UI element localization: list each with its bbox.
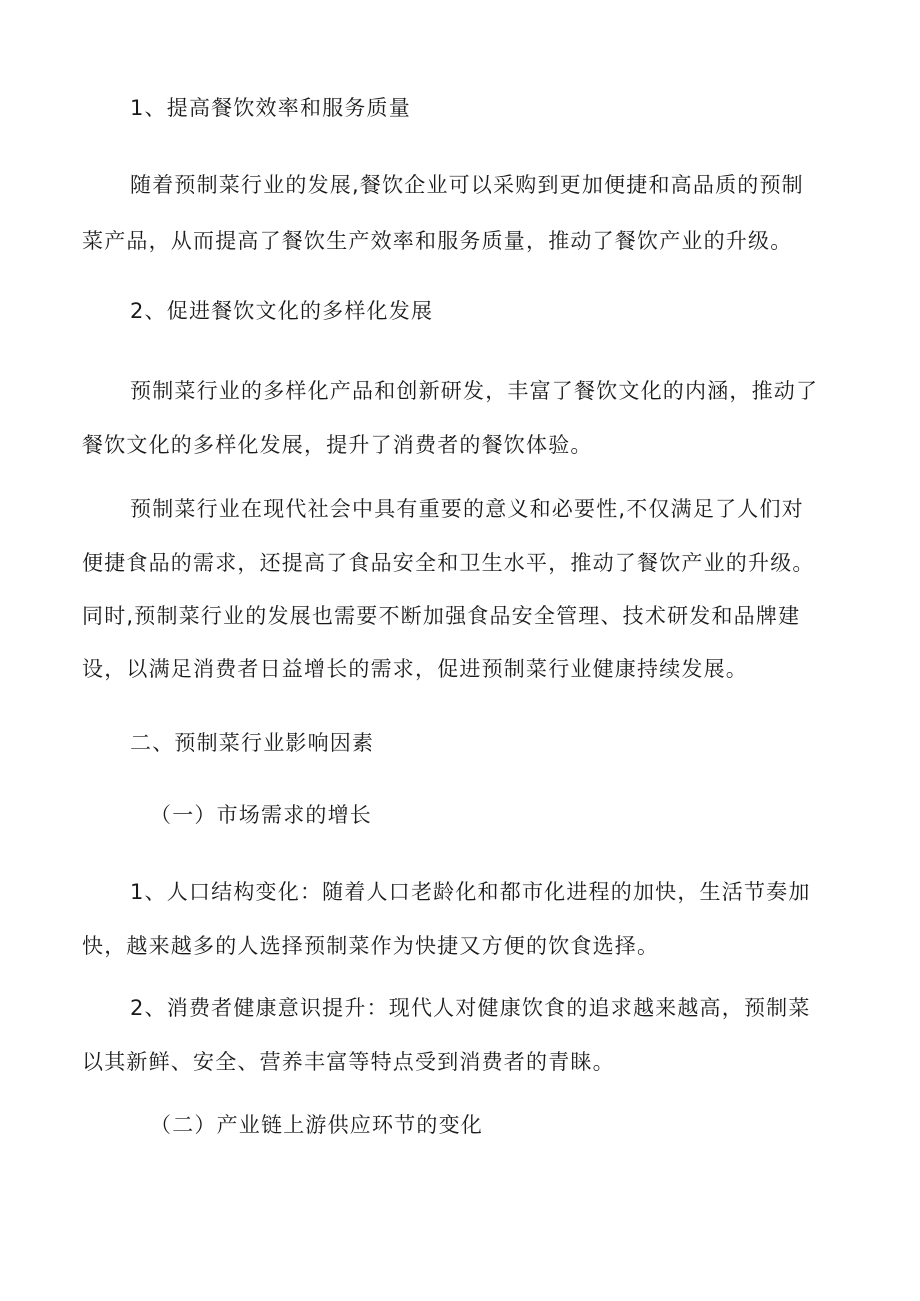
heading-improve-efficiency: 1、提高餐饮效率和服务质量 [130,96,411,120]
subsection-title: （一）市场需求的增长 [150,803,372,827]
list-item-line: 1、人口结构变化：随着人口老龄化和都市化进程的加快，生活节奏加 [130,880,811,904]
list-item-line: 2、消费者健康意识提升：现代人对健康饮食的追求越来越高，预制菜 [130,996,811,1020]
list-item-line: 快，越来越多的人选择预制菜作为快捷又方便的饮食选择。 [82,934,660,958]
paragraph-line: 同时,预制菜行业的发展也需要不断加强食品安全管理、技术研发和品牌建 [82,604,801,628]
paragraph-line: 随着预制菜行业的发展,餐饮企业可以采购到更加便捷和高品质的预制 [130,173,804,197]
paragraph-line: 预制菜行业的多样化产品和创新研发，丰富了餐饮文化的内涵，推动了 [130,379,819,403]
paragraph-line: 设，以满足消费者日益增长的需求，促进预制菜行业健康持续发展。 [82,657,748,681]
paragraph-line: 菜产品，从而提高了餐饮生产效率和服务质量，推动了餐饮产业的升级。 [82,229,793,253]
paragraph-line: 便捷食品的需求，还提高了食品安全和卫生水平，推动了餐饮产业的升级。 [82,551,815,575]
heading-diversify-culture: 2、促进餐饮文化的多样化发展 [130,299,434,323]
list-item-line: 以其新鲜、安全、营养丰富等特点受到消费者的青睐。 [82,1050,615,1074]
section-title: 二、预制菜行业影响因素 [130,731,375,755]
subsection-title: （二）产业链上游供应环节的变化 [150,1113,483,1137]
paragraph-line: 预制菜行业在现代社会中具有重要的意义和必要性,不仅满足了人们对 [130,497,804,521]
paragraph-line: 餐饮文化的多样化发展，提升了消费者的餐饮体验。 [82,433,593,457]
